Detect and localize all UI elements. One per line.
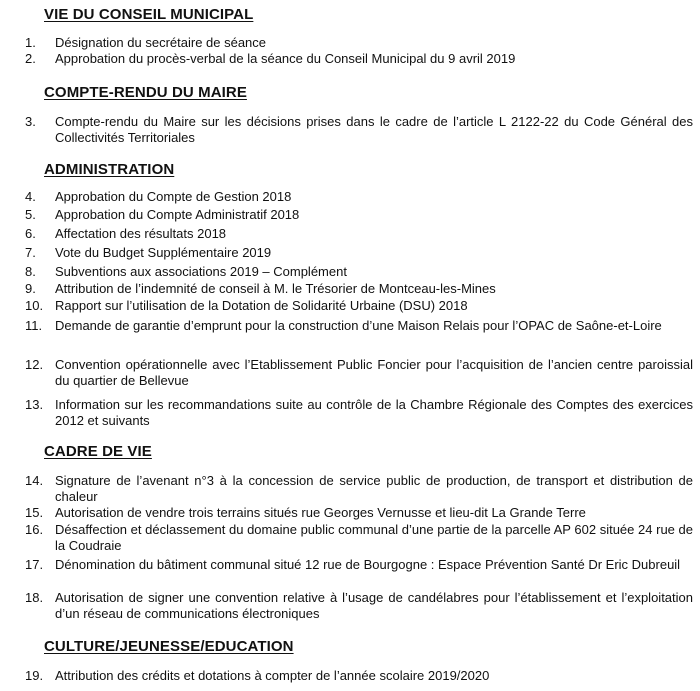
item-text: Approbation du Compte Administratif 2018 xyxy=(55,207,300,222)
item-text: Approbation du procès-verbal de la séance du Conseil Municipal du 9 avril 2019 xyxy=(55,51,516,66)
item-number: 19. xyxy=(25,668,44,683)
agenda-item-9 xyxy=(25,281,693,297)
item-text: Autorisation de signer une convention relative à l’usage de candélabres pour l’établissement et l’exploitation d’un réseau de communications électroniques xyxy=(55,590,693,621)
item-number: 6. xyxy=(25,226,36,241)
item-text: Désignation du secrétaire de séance xyxy=(55,35,267,50)
item-number: 14. xyxy=(25,473,44,488)
item-text: Vote du Budget Supplémentaire 2019 xyxy=(55,245,272,260)
agenda-item-4 xyxy=(25,189,693,205)
item-number: 4. xyxy=(25,189,36,204)
agenda-item-1 xyxy=(25,35,693,51)
agenda-item-15 xyxy=(25,505,693,521)
item-number: 9. xyxy=(25,281,36,296)
agenda-item-11 xyxy=(25,318,693,334)
item-text: Dénomination du bâtiment communal situé 12 rue de Bourgogne : Espace Prévention Santé Dr Eric Dubreuil xyxy=(55,557,681,572)
item-number: 2. xyxy=(25,51,36,66)
item-text: Désaffection et déclassement du domaine public communal d’une partie de la parcelle AP 602 située 24 rue de la Coudraie xyxy=(55,522,693,553)
section-heading-cadre-de-vie: CADRE DE VIE xyxy=(44,443,152,460)
item-number: 8. xyxy=(25,264,36,279)
section-heading-administration: ADMINISTRATION xyxy=(44,161,175,178)
item-number: 12. xyxy=(25,357,44,372)
item-text: Information sur les recommandations suite au contrôle de la Chambre Régionale des Comptes des exercices 2012 et suivants xyxy=(55,397,693,428)
item-text: Attribution des crédits et dotations à compter de l’année scolaire 2019/2020 xyxy=(55,668,490,683)
agenda-item-7 xyxy=(25,245,693,261)
agenda-item-14 xyxy=(25,473,693,504)
item-text: Autorisation de vendre trois terrains situés rue Georges Vernusse et lieu-dit La Grande Terre xyxy=(55,505,586,520)
item-number: 3. xyxy=(25,114,36,129)
item-number: 18. xyxy=(25,590,44,605)
agenda-item-10 xyxy=(25,298,693,314)
item-number: 15. xyxy=(25,505,44,520)
item-text: Demande de garantie d’emprunt pour la construction d’une Maison Relais pour l’OPAC de Saône-et-Loire xyxy=(55,318,662,333)
item-text: Signature de l’avenant n°3 à la concession de service public de production, de transport et distribution de chaleur xyxy=(55,473,693,504)
agenda-item-12 xyxy=(25,357,693,388)
item-number: 10. xyxy=(25,298,44,313)
item-text: Affectation des résultats 2018 xyxy=(55,226,227,241)
section-heading-conseil: VIE DU CONSEIL MUNICIPAL xyxy=(44,6,254,23)
agenda-item-19 xyxy=(25,668,693,684)
agenda-item-6 xyxy=(25,226,693,242)
item-number: 5. xyxy=(25,207,36,222)
item-number: 17. xyxy=(25,557,44,572)
agenda-item-16 xyxy=(25,522,693,553)
section-heading-culture: CULTURE/JEUNESSE/EDUCATION xyxy=(44,638,294,655)
item-text: Compte-rendu du Maire sur les décisions prises dans le cadre de l’article L 2122-22 du Code Général des Collectivités Territoriales xyxy=(55,114,693,145)
item-number: 13. xyxy=(25,397,44,412)
item-text: Attribution de l’indemnité de conseil à M. le Trésorier de Montceau-les-Mines xyxy=(55,281,496,296)
item-number: 16. xyxy=(25,522,44,537)
item-number: 7. xyxy=(25,245,36,260)
agenda-item-8 xyxy=(25,264,693,280)
agenda-item-18 xyxy=(25,590,693,621)
agenda-item-5 xyxy=(25,207,693,223)
agenda-item-3 xyxy=(25,114,693,145)
item-number: 1. xyxy=(25,35,36,50)
agenda-item-17 xyxy=(25,557,693,573)
section-heading-compte-rendu: COMPTE-RENDU DU MAIRE xyxy=(44,84,247,101)
item-text: Approbation du Compte de Gestion 2018 xyxy=(55,189,292,204)
agenda-item-2 xyxy=(25,51,693,67)
item-text: Subventions aux associations 2019 – Complément xyxy=(55,264,347,279)
agenda-item-13 xyxy=(25,397,693,428)
item-number: 11. xyxy=(25,318,43,333)
item-text: Convention opérationnelle avec l’Etablissement Public Foncier pour l’acquisition de l’ancien centre paroissial du quartier de Bellevue xyxy=(55,357,693,388)
item-text: Rapport sur l’utilisation de la Dotation de Solidarité Urbaine (DSU) 2018 xyxy=(55,298,468,313)
